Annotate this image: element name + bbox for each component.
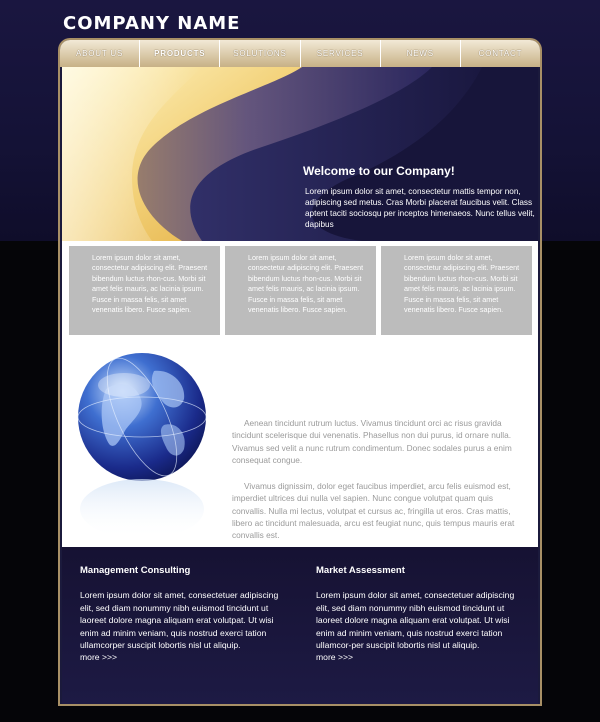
footer-column-management [80,565,290,662]
hero-text: Lorem ipsum dolor sit amet, consectetur mattis tempor non, adipiscing sed metus. Cras Morbi placerat faucibus velit. Class aptent taciti sociosqu per inceptos himenaeos. Nunc tellus velit, dapibus [305,187,535,229]
footer-column-text: Lorem ipsum dolor sit amet, consectetuer adipiscing elit, sed diam nonummy nibh euismod tincidunt ut laoreet dolore magna aliquam erat volutpat. Ut wisi enim ad minim veniam, quis nostrud exerci tation ullamcorper suscipit lobortis nisl ut aliquip. [80,590,279,650]
feature-box-1 [69,246,220,335]
feature-boxes [62,241,538,343]
footer-column-title: Market Assessment [316,565,405,576]
feature-box-2 [225,246,376,335]
footer-column-text: Lorem ipsum dolor sit amet, consectetuer adipiscing elit, sed diam nonummy nibh euismod tincidunt ut laoreet dolore magna aliquam erat volutpat. Ut wisi enim ad minim veniam, quis nostrud exerci tation ullamcor-per suscipit lobortis nisl ut aliquip. [316,590,515,650]
main-nav [60,40,540,67]
more-link[interactable]: more >>> [80,651,118,662]
hero-banner [62,67,538,241]
company-logo[interactable]: COMPANY NAME [63,13,241,34]
feature-box-3 [381,246,532,335]
globe-icon [76,349,211,545]
footer-column-title: Management Consulting [80,565,191,576]
more-link[interactable]: more >>> [316,651,354,662]
nav-item-solutions[interactable]: SOLUTIONS [220,40,300,67]
nav-item-news[interactable]: NEWS [381,40,461,67]
feature-box-text: Lorem ipsum dolor sit amet, consectetur adipiscing elit. Praesent bibendum luctus rhon-cus. Morbi sit amet felis mauris, ac lacinia ipsum. Fusce in massa felis, sit amet venenatis libero. Fusce sapien. [248,253,364,315]
page-frame [60,40,540,704]
feature-box-text: Lorem ipsum dolor sit amet, consectetur adipiscing elit. Praesent bibendum luctus rhon-cus. Morbi sit amet felis mauris, ac lacinia ipsum. Fusce in massa felis, sit amet venenatis libero. Fusce sapien. [92,253,208,315]
main-content [62,343,538,547]
nav-item-services[interactable]: SERVICES [301,40,381,67]
nav-item-about-us[interactable]: ABOUT US [60,40,140,67]
content-paragraph-2: Vivamus dignissim, dolor eget faucibus imperdiet, arcu felis euismod est, imperdiet ultrices dui nulla vel sapien. Nunc congue volutpat quam quis convallis. Nulla mi lectus, volutpat et cursus ac, fringilla ut eros. Cras mattis, libero ac tincidunt malesuada, arcu est feugiat nunc, quis tempus mauris erat convallis est. [232,481,515,541]
nav-item-contact[interactable]: CONTACT [478,49,523,58]
footer [62,547,538,704]
content-paragraph-1: Aenean tincidunt rutrum luctus. Vivamus tincidunt orci ac risus gravida tincidunt scelerisque dui venenatis. Phasellus non dui purus, id ornare nulla. Vivamus sed velit a nunc rutrum condimentum. Donec sodales purus a enim consequat congue. [232,418,512,465]
hero-title: Welcome to our Company! [303,164,455,178]
nav-item-products[interactable]: PRODUCTS [140,40,220,67]
footer-column-market [316,565,526,662]
feature-box-text: Lorem ipsum dolor sit amet, consectetur adipiscing elit. Praesent bibendum luctus rhon-cus. Morbi sit amet felis mauris, ac lacinia ipsum. Fusce in massa felis, sit amet venenatis libero. Fusce sapien. [404,253,520,315]
